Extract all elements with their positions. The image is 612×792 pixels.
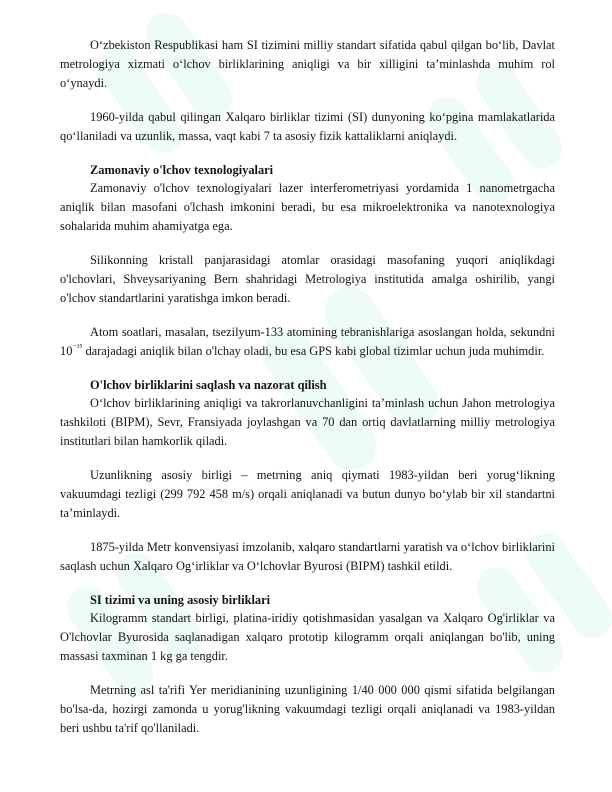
heading-units-preservation: O'lchov birliklarini saqlash va nazorat qilish: [90, 378, 327, 392]
paragraph-modern-3-start: Atom soatlari, masalan, tsezilyum-133 atomining tebranishlariga asoslangan holda, sekundni 10: [60, 325, 555, 358]
paragraph-modern-2: Silikonning kristall panjarasidagi atomlar orasidagi masofaning yuqori aniqlikdagi o'lchovlari, Shveysariyaning Bern shahridagi Metrologiya institutida amalga oshirilib, yangi o'lchov standartlarini yaratishga imkon beradi.: [60, 253, 555, 305]
paragraph-si-2: Metrning asl ta'rifi Yer meridianining uzunligining 1/40 000 000 qismi sifatida belgilangan bo'lsa-da, hozirgi zamonda u yorug'likning vakuumdagi tezligi orqali aniqlanadi va 1983-yildan beri ushbu ta'rif qo'llaniladi.: [60, 683, 555, 735]
paragraph-preserve-1: O‘lchov birliklarining aniqligi va takrorlanuvchanligini ta’minlash uchun Jahon metrologiya tashkiloti (BIPM), Sevr, Fransiyada joylashgan va 70 dan ortiq davlatlarning milliy metrologiya institutlari bilan hamkorlik qiladi.: [60, 396, 555, 448]
heading-modern-technologies: Zamonaviy o'lchov texnologiyalari: [90, 163, 274, 177]
paragraph-preserve-2: Uzunlikning asosiy birligi – metrning aniq qiymati 1983-yildan beri yorug‘likning vakuumdagi tezligi (299 792 458 m/s) orqali aniqlanadi va butun dunyo bo‘ylab bir xil standartni ta’minlaydi.: [60, 468, 555, 520]
exponent-superscript: ⁻¹⁵: [72, 341, 83, 352]
paragraph-si-1: Kilogramm standart birligi, platina-iridiy qotishmasidan yasalgan va Xalqaro Og'irliklar va O'lchovlar Byurosida saqlanadigan xalqaro prototip kilogramm orqali aniqlangan bo'lib, uning massasi taxminan 1 kg ga tengdir.: [60, 611, 555, 663]
paragraph-modern-3-end: darajadagi aniqlik bilan o'lchay oladi, bu esa GPS kabi global tizimlar uchun juda muhimdir.: [82, 344, 545, 358]
paragraph-modern-1: Zamonaviy o'lchov texnologiyalari lazer interferometriyasi yordamida 1 nanometrgacha aniqlik bilan masofani o'lchash imkonini beradi, bu esa mikroelektronika va nanotexnologiya sohalarida muhim ahamiyatga ega.: [60, 181, 555, 233]
paragraph-intro-1: O‘zbekiston Respublikasi ham SI tizimini milliy standart sifatida qabul qilgan bo‘lib, Davlat metrologiya xizmati o‘lchov birliklarining aniqligi va bir xilligini ta’minlashda muhim rol o‘ynaydi.: [60, 38, 555, 90]
heading-si-system: SI tizimi va uning asosiy birliklari: [90, 593, 271, 607]
paragraph-intro-2: 1960-yilda qabul qilingan Xalqaro birliklar tizimi (SI) dunyoning ko‘pgina mamlakatlarida qo‘llaniladi va uzunlik, massa, vaqt kabi 7 ta asosiy fizik kattaliklarni aniqlaydi.: [60, 110, 555, 143]
paragraph-preserve-3: 1875-yilda Metr konvensiyasi imzolanib, xalqaro standartlarni yaratish va o‘lchov birliklarini saqlash uchun Xalqaro Og‘irliklar va O‘lchovlar Byurosi (BIPM) tashkil etildi.: [60, 540, 555, 573]
paragraph-modern-3: [60, 323, 555, 361]
document-body: [60, 36, 555, 738]
